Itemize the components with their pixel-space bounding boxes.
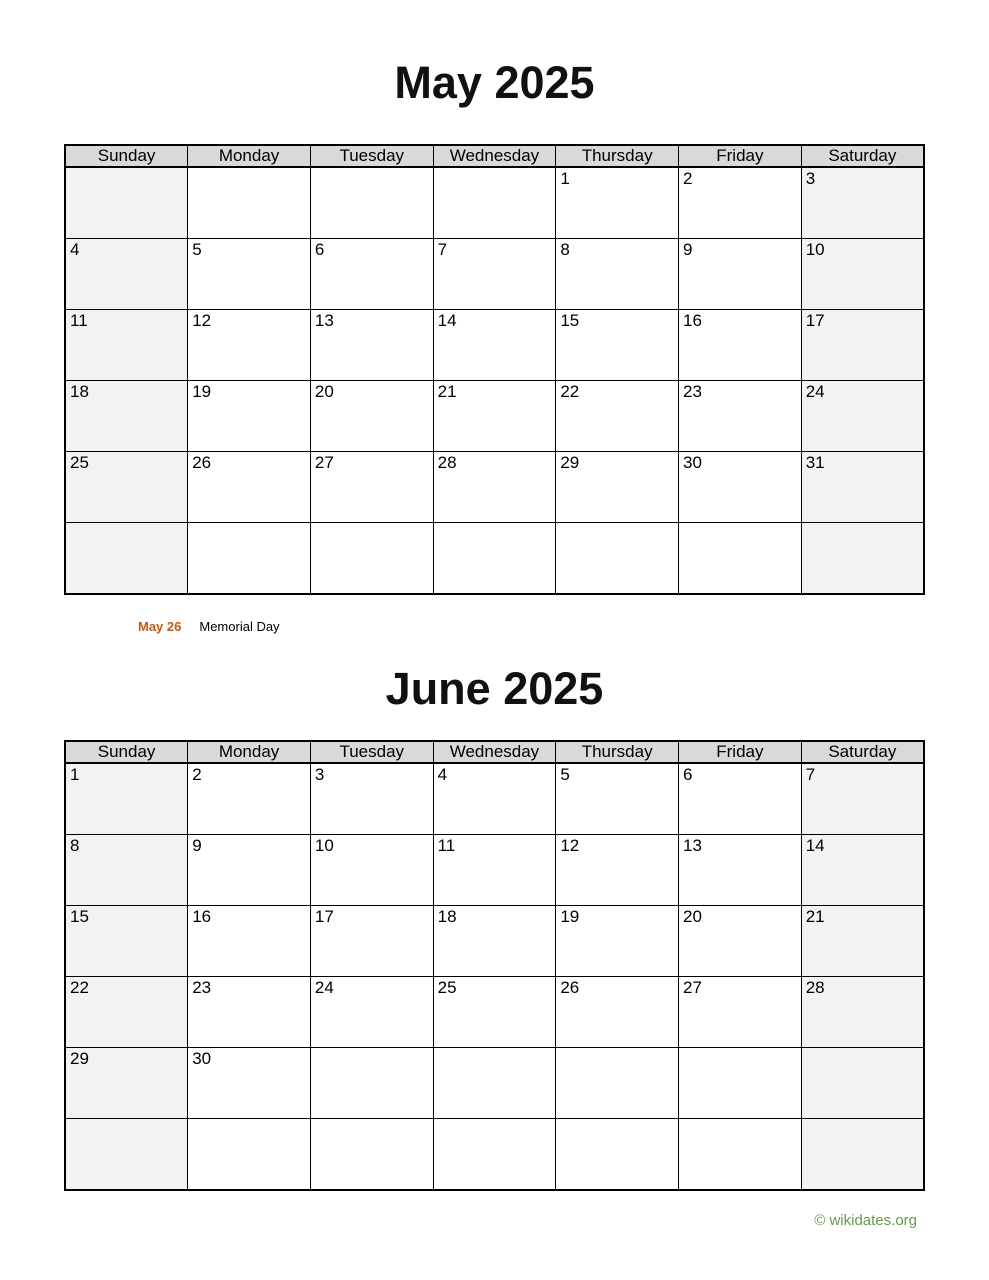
day-number: 21 <box>437 382 457 401</box>
weekday-header-friday: Friday <box>679 741 802 763</box>
weekday-header-thursday: Thursday <box>556 741 679 763</box>
weekday-header-tuesday: Tuesday <box>310 145 433 167</box>
day-cell <box>188 906 311 977</box>
empty-day-cell <box>310 523 433 595</box>
day-number: 21 <box>805 907 825 926</box>
empty-day-cell <box>679 523 802 595</box>
day-number: 28 <box>805 978 825 997</box>
weekday-header-thursday: Thursday <box>556 145 679 167</box>
day-number: 26 <box>192 453 212 472</box>
empty-day-cell <box>433 523 556 595</box>
holiday-note-event: Memorial Day <box>199 619 280 634</box>
day-number: 26 <box>560 978 580 997</box>
day-number: 28 <box>437 453 457 472</box>
day-cell <box>188 452 311 523</box>
day-cell <box>433 835 556 906</box>
day-cell <box>556 977 679 1048</box>
day-cell <box>801 835 924 906</box>
day-number: 13 <box>683 836 702 855</box>
day-number: 16 <box>192 907 212 926</box>
day-number: 19 <box>560 907 580 926</box>
calendar-week-row <box>65 310 924 381</box>
day-number: 7 <box>805 765 816 784</box>
day-number: 3 <box>805 169 816 188</box>
empty-day-cell <box>188 523 311 595</box>
day-cell <box>310 381 433 452</box>
empty-day-cell <box>679 1048 802 1119</box>
day-number: 20 <box>314 382 334 401</box>
day-number: 14 <box>805 836 825 855</box>
day-number: 5 <box>192 240 202 259</box>
day-cell <box>310 239 433 310</box>
empty-day-cell <box>801 523 924 595</box>
weekday-header-row <box>65 145 924 167</box>
day-number: 3 <box>314 765 325 784</box>
day-cell <box>556 452 679 523</box>
day-cell <box>433 977 556 1048</box>
day-cell <box>556 167 679 239</box>
holiday-note-date: May 26 <box>138 619 182 634</box>
calendar-week-row <box>65 763 924 835</box>
day-number: 14 <box>437 311 457 330</box>
day-cell <box>65 1048 188 1119</box>
empty-day-cell <box>556 1048 679 1119</box>
day-cell <box>433 310 556 381</box>
calendar-week-row <box>65 835 924 906</box>
day-cell <box>801 763 924 835</box>
day-number: 15 <box>560 311 580 330</box>
weekday-header-tuesday: Tuesday <box>310 741 433 763</box>
day-number: 23 <box>683 382 702 401</box>
day-cell <box>188 835 311 906</box>
month-title-june: June 2025 <box>385 663 604 714</box>
empty-day-cell <box>310 1048 433 1119</box>
day-number: 22 <box>70 978 89 997</box>
day-cell <box>433 381 556 452</box>
empty-day-cell <box>310 1119 433 1191</box>
day-cell <box>65 452 188 523</box>
day-cell <box>679 167 802 239</box>
calendar-table-may <box>64 144 925 595</box>
day-number: 27 <box>314 453 334 472</box>
day-cell <box>433 763 556 835</box>
day-cell <box>679 310 802 381</box>
day-cell <box>556 835 679 906</box>
day-number: 5 <box>560 765 570 784</box>
day-cell <box>188 381 311 452</box>
day-cell <box>310 906 433 977</box>
empty-day-cell <box>65 523 188 595</box>
day-cell <box>679 239 802 310</box>
day-number: 10 <box>805 240 825 259</box>
day-cell <box>310 977 433 1048</box>
calendar-week-row <box>65 906 924 977</box>
calendar-table-june <box>64 740 925 1191</box>
calendar-week-row <box>65 239 924 310</box>
weekday-header-saturday: Saturday <box>801 145 924 167</box>
day-number: 8 <box>70 836 80 855</box>
calendar-week-row <box>65 1119 924 1191</box>
day-cell <box>433 239 556 310</box>
day-cell <box>65 381 188 452</box>
empty-day-cell <box>556 523 679 595</box>
day-cell <box>801 452 924 523</box>
day-number: 24 <box>805 382 825 401</box>
empty-day-cell <box>433 1119 556 1191</box>
calendar-week-row <box>65 977 924 1048</box>
empty-day-cell <box>65 167 188 239</box>
weekday-header-monday: Monday <box>188 741 311 763</box>
day-number: 11 <box>437 836 456 855</box>
empty-day-cell <box>433 167 556 239</box>
day-cell <box>65 763 188 835</box>
day-number: 15 <box>70 907 89 926</box>
day-cell <box>310 452 433 523</box>
calendar-week-row <box>65 167 924 239</box>
day-cell <box>433 906 556 977</box>
day-cell <box>556 239 679 310</box>
empty-day-cell <box>556 1119 679 1191</box>
day-cell <box>65 977 188 1048</box>
day-cell <box>556 381 679 452</box>
day-cell <box>65 310 188 381</box>
day-cell <box>556 310 679 381</box>
weekday-header-friday: Friday <box>679 145 802 167</box>
day-number: 24 <box>314 978 334 997</box>
day-cell <box>433 452 556 523</box>
day-cell <box>679 906 802 977</box>
day-number: 27 <box>683 978 702 997</box>
day-cell <box>801 977 924 1048</box>
calendar-week-row <box>65 523 924 595</box>
day-number: 17 <box>805 311 825 330</box>
day-cell <box>65 239 188 310</box>
weekday-header-saturday: Saturday <box>801 741 924 763</box>
holiday-note <box>138 619 925 635</box>
calendar-week-row <box>65 452 924 523</box>
day-cell <box>679 381 802 452</box>
empty-day-cell <box>188 1119 311 1191</box>
day-cell <box>188 1048 311 1119</box>
day-number: 1 <box>560 169 570 188</box>
weekday-header-monday: Monday <box>188 145 311 167</box>
day-cell <box>188 977 311 1048</box>
day-number: 31 <box>805 453 825 472</box>
day-number: 1 <box>70 765 80 784</box>
day-cell <box>801 381 924 452</box>
day-number: 18 <box>70 382 89 401</box>
day-cell <box>65 835 188 906</box>
day-number: 9 <box>192 836 202 855</box>
day-cell <box>679 763 802 835</box>
day-number: 9 <box>683 240 693 259</box>
day-cell <box>679 977 802 1048</box>
day-cell <box>188 763 311 835</box>
day-number: 23 <box>192 978 212 997</box>
day-number: 2 <box>192 765 202 784</box>
empty-day-cell <box>433 1048 556 1119</box>
day-number: 7 <box>437 240 448 259</box>
day-number: 6 <box>683 765 693 784</box>
day-number: 10 <box>314 836 334 855</box>
day-number: 16 <box>683 311 702 330</box>
day-cell <box>65 906 188 977</box>
calendar-page <box>64 0 925 1229</box>
day-number: 25 <box>437 978 457 997</box>
day-number: 17 <box>314 907 334 926</box>
month-title-may: May 2025 <box>394 57 595 108</box>
day-number: 29 <box>70 1049 89 1068</box>
weekday-header-row <box>65 741 924 763</box>
empty-day-cell <box>801 1048 924 1119</box>
day-cell <box>310 835 433 906</box>
day-number: 30 <box>192 1049 212 1068</box>
day-number: 12 <box>192 311 212 330</box>
day-cell <box>801 310 924 381</box>
day-number: 2 <box>683 169 693 188</box>
calendar-week-row <box>65 381 924 452</box>
day-number: 22 <box>560 382 580 401</box>
day-number: 4 <box>437 765 448 784</box>
day-cell <box>679 452 802 523</box>
day-number: 29 <box>560 453 580 472</box>
empty-day-cell <box>65 1119 188 1191</box>
day-cell <box>679 835 802 906</box>
site-credit: © wikidates.org <box>814 1212 917 1229</box>
weekday-header-wednesday: Wednesday <box>433 741 556 763</box>
day-cell <box>556 906 679 977</box>
weekday-header-wednesday: Wednesday <box>433 145 556 167</box>
day-number: 6 <box>314 240 325 259</box>
day-cell <box>556 763 679 835</box>
empty-day-cell <box>801 1119 924 1191</box>
calendar-week-row <box>65 1048 924 1119</box>
day-number: 25 <box>70 453 89 472</box>
day-cell <box>310 763 433 835</box>
empty-day-cell <box>188 167 311 239</box>
day-number: 12 <box>560 836 580 855</box>
day-number: 30 <box>683 453 702 472</box>
weekday-header-sunday: Sunday <box>65 145 188 167</box>
weekday-header-sunday: Sunday <box>65 741 188 763</box>
day-number: 20 <box>683 907 702 926</box>
day-number: 19 <box>192 382 212 401</box>
day-cell <box>801 239 924 310</box>
empty-day-cell <box>679 1119 802 1191</box>
day-number: 4 <box>70 240 80 259</box>
day-cell <box>188 239 311 310</box>
day-number: 18 <box>437 907 457 926</box>
empty-day-cell <box>310 167 433 239</box>
day-cell <box>801 906 924 977</box>
day-cell <box>801 167 924 239</box>
day-number: 11 <box>70 311 88 330</box>
day-cell <box>188 310 311 381</box>
day-cell <box>310 310 433 381</box>
day-number: 8 <box>560 240 570 259</box>
day-number: 13 <box>314 311 334 330</box>
